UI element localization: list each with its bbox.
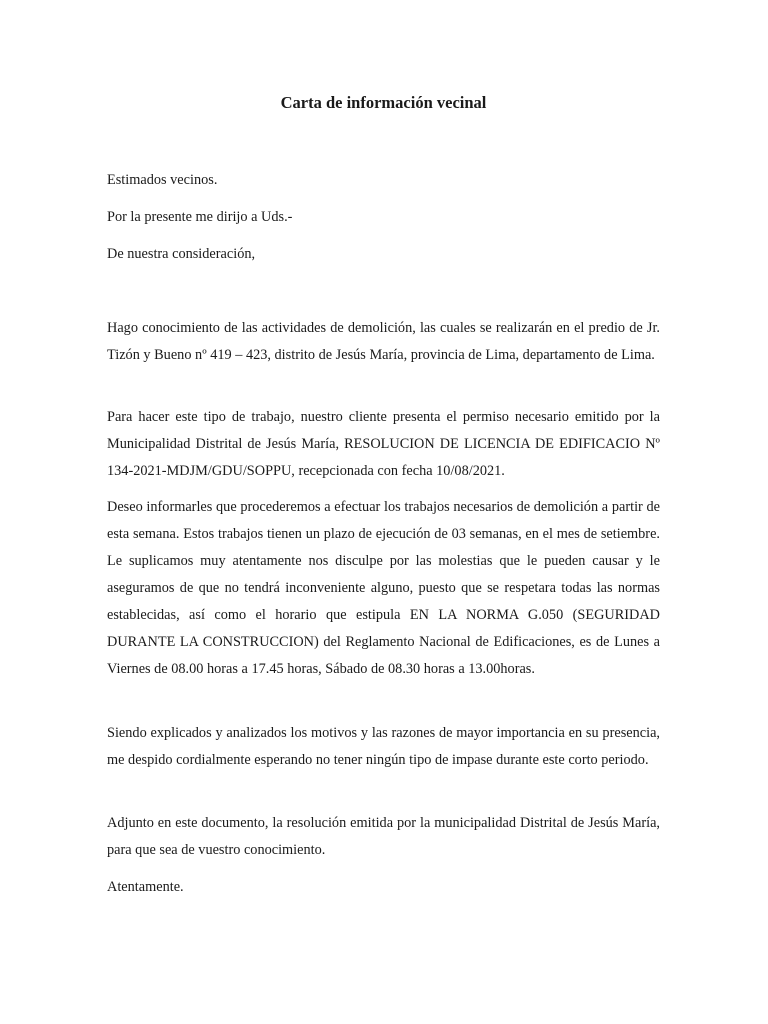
paragraph-farewell: Siendo explicados y analizados los motivos y las razones de mayor importancia en su presencia, me despido cordialmente esperando no tener ningún tipo de impase durante este corto periodo.: [107, 725, 660, 768]
letter-title: Carta de información vecinal: [280, 93, 487, 112]
greeting-line-2: Por la presente me dirijo a Uds.-: [107, 209, 293, 225]
greeting-line-1: Estimados vecinos.: [107, 172, 218, 188]
paragraph-attachment: Adjunto en este documento, la resolución emitida por la municipalidad Distrital de Jesús María, para que sea de vuestro conocimiento.: [107, 815, 660, 858]
paragraph-permit: Para hacer este tipo de trabajo, nuestro cliente presenta el permiso necesario emitido por la Municipalidad Distrital de Jesús María, RESOLUCION DE LICENCIA DE EDIFICACIO Nº 134-2021-MDJM/GDU/SOPPU, recepcionada con fecha 10/08/2021.: [107, 409, 660, 479]
closing-line: Atentamente.: [107, 879, 184, 895]
paragraph-schedule: Deseo informarles que procederemos a efectuar los trabajos necesarios de demolición a partir de esta semana. Estos trabajos tienen un plazo de ejecución de 03 semanas, en el mes de setiembre. Le suplicamos muy atentamente nos disculpe por las molestias que le pueden causar y le aseguramos de que no tendrá inconveniente alguno, puesto que se respetara todas las normas establecidas, así como el horario que estipula EN LA NORMA G.050 (SEGURIDAD DURANTE LA CONSTRUCCION) del Reglamento Nacional de Edificaciones, es de Lunes a Viernes de 08.00 horas a 17.45 horas, Sábado de 08.30 horas a 13.00horas.: [107, 499, 660, 677]
greeting-line-3: De nuestra consideración,: [107, 246, 256, 262]
paragraph-demolition-notice: Hago conocimiento de las actividades de demolición, las cuales se realizarán en el predio de Jr. Tizón y Bueno nº 419 – 423, distrito de Jesús María, provincia de Lima, departamento de Lima.: [107, 320, 660, 363]
